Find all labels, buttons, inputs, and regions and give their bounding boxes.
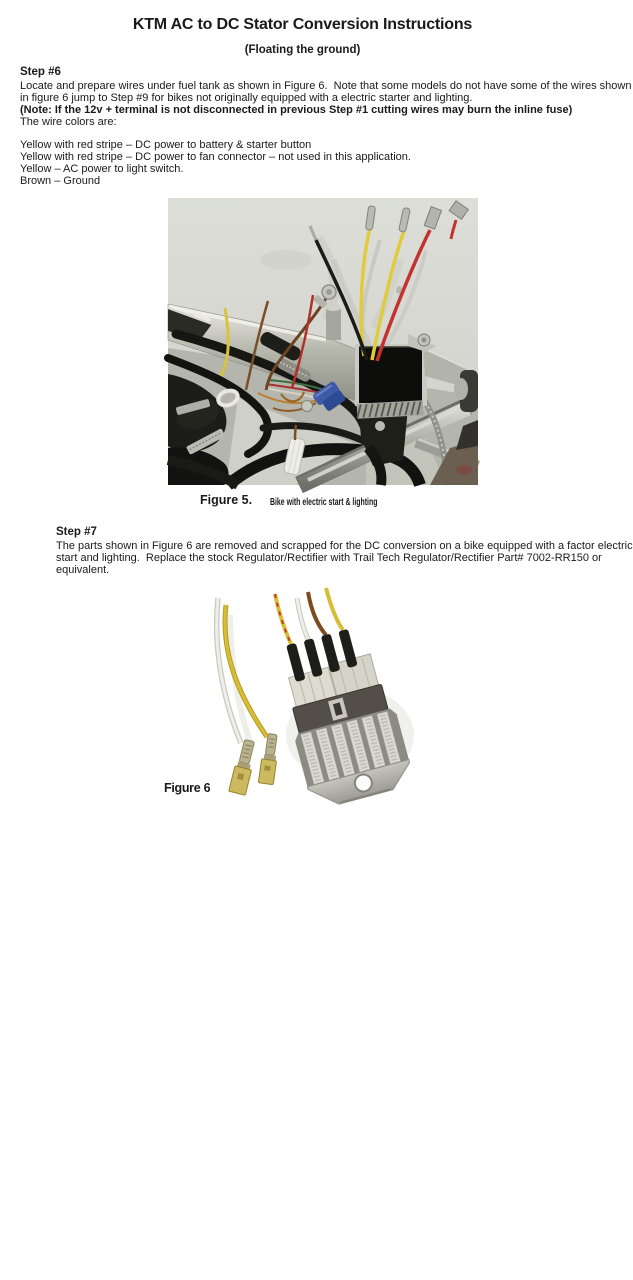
- step7-paragraph: [56, 541, 633, 577]
- step7-heading: Step #7: [56, 526, 97, 538]
- figure6-label: Figure 6: [164, 781, 211, 795]
- wire-color-item: Brown – Ground: [20, 174, 101, 187]
- document-subtitle-text: (Floating the ground): [244, 44, 361, 56]
- document-title: KTM AC to DC Stator Conversion Instructions: [132, 16, 473, 33]
- step6-paragraph: [20, 81, 631, 129]
- wire-color-item: Yellow – AC power to light switch.: [20, 162, 184, 175]
- step6-line-2: in figure 6 jump to Step #9 for bikes not originally equipped with a electric starter and lighting.: [20, 91, 473, 104]
- step6-note: (Note: If the 12v + terminal is not disconnected in previous Step #1 cutting wires may burn the inline fuse): [20, 103, 573, 116]
- step7-line-1: The parts shown in Figure 6 are removed and scrapped for the DC conversion on a bike equipped with a factor electric: [56, 540, 633, 552]
- figure6-photo-art: [200, 585, 420, 800]
- wire-color-item: Yellow with red stripe – DC power to fan connector – not used in this application.: [20, 150, 411, 163]
- step7-line-3: equivalent.: [56, 563, 110, 576]
- document-subtitle: [0, 40, 605, 56]
- step6-heading: Step #6: [20, 66, 61, 78]
- figure5-label: Figure 5.: [200, 493, 253, 507]
- wire-color-list: [20, 140, 411, 188]
- wire-color-item: Yellow with red stripe – DC power to battery & starter button: [20, 139, 312, 151]
- figure6-photo: [200, 585, 420, 800]
- figure5-caption: Bike with electric start & lighting: [270, 496, 378, 508]
- step6-line-1: Locate and prepare wires under fuel tank as shown in Figure 6. Note that some models do not have some of the wires shown: [20, 80, 632, 92]
- figure5-photo-art: [168, 198, 478, 485]
- figure5-photo: [168, 198, 478, 485]
- wire-colors-intro: The wire colors are:: [20, 115, 117, 128]
- step7-line-2: start and lighting. Replace the stock Regulator/Rectifier with Trail Tech Regulator/Rectifier Part# 7002-RR150 or: [56, 551, 602, 564]
